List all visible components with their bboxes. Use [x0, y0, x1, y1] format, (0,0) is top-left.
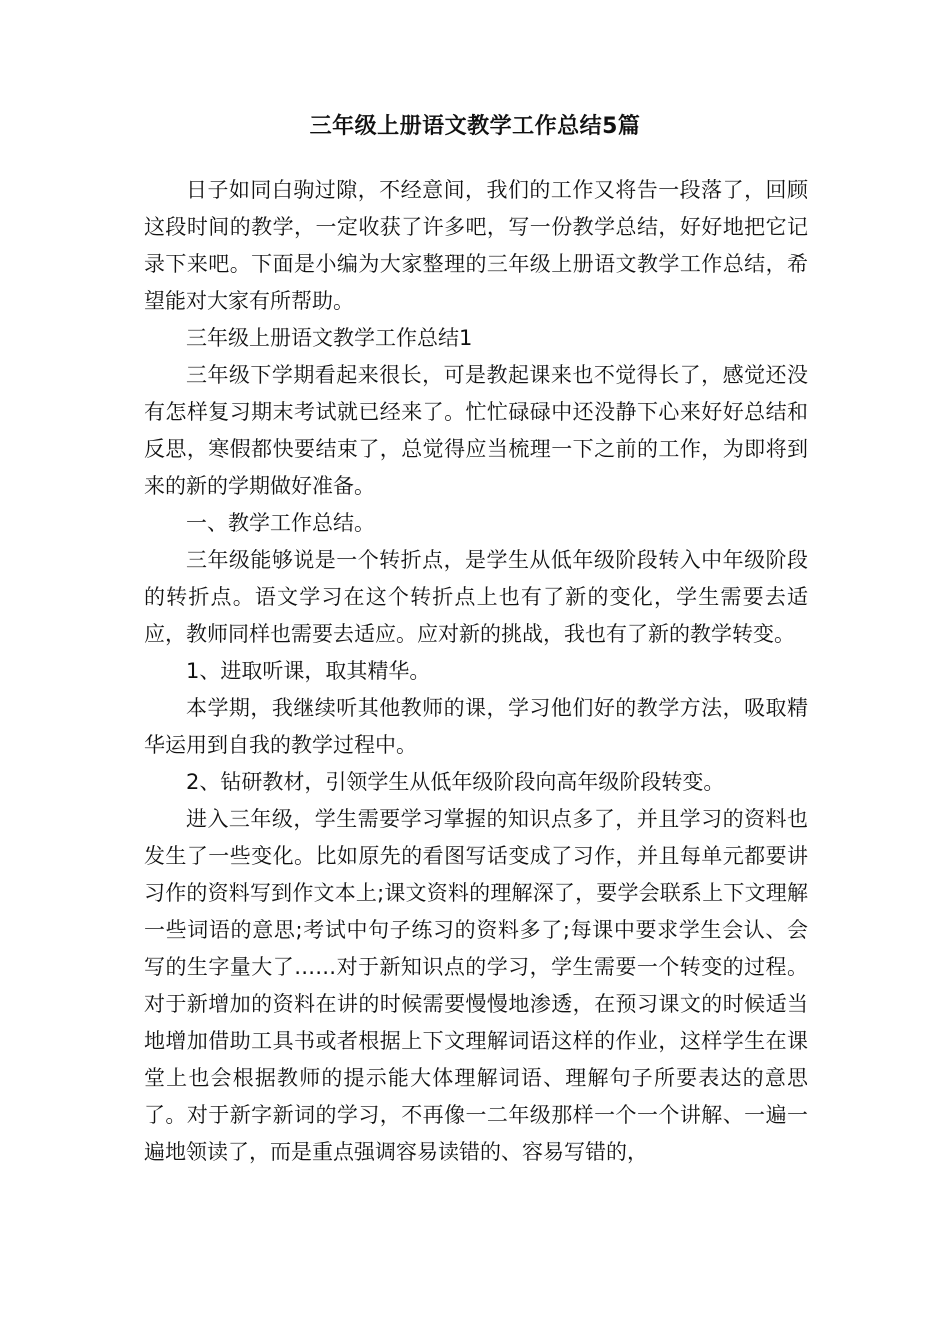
subsection-heading-teaching-summary: 一、教学工作总结。: [186, 511, 375, 535]
body-paragraph: 三年级下学期看起来很长，可是教起课来也不觉得长了，感觉还没有怎样复习期末考试就已经来了。忙忙碌碌中还没静下心来好好总结和反思，寒假都快要结束了，总觉得应当梳理一下之前的工作，为即将到来的新的学期做好准备。: [144, 363, 808, 498]
document-body: [144, 172, 808, 1171]
intro-paragraph: 日子如同白驹过隙，不经意间，我们的工作又将告一段落了，回顾这段时间的教学，一定收获了许多吧，写一份教学总结，好好地把它记录下来吧。下面是小编为大家整理的三年级上册语文教学工作总结，希望能对大家有所帮助。: [144, 178, 808, 313]
list-item-heading: 1、进取听课，取其精华。: [186, 659, 431, 683]
document-title: 三年级上册语文教学工作总结5篇: [309, 114, 641, 139]
body-paragraph: 进入三年级，学生需要学习掌握的知识点多了，并且学习的资料也发生了一些变化。比如原先的看图写话变成了习作，并且每单元都要讲习作的资料写到作文本上;课文资料的理解深了，要学会联系上下文理解一些词语的意思;考试中句子练习的资料多了;每课中要求学生会认、会写的生字量大了……对于新知识点的学习，学生需要一个转变的过程。对于新增加的资料在讲的时候需要慢慢地渗透，在预习课文的时候适当地增加借助工具书或者根据上下文理解词语这样的作业，这样学生在课堂上也会根据教师的提示能大体理解词语、理解句子所要表达的意思了。对于新字新词的学习，不再像一二年级那样一个一个讲解、一遍一遍地领读了，而是重点强调容易读错的、容易写错的，: [144, 807, 808, 1164]
body-paragraph: 三年级能够说是一个转折点，是学生从低年级阶段转入中年级阶段的转折点。语文学习在这个转折点上也有了新的变化，学生需要去适应，教师同样也需要去适应。应对新的挑战，我也有了新的教学转变。: [144, 548, 808, 646]
section-heading-summary-1: 三年级上册语文教学工作总结1: [186, 326, 473, 350]
list-item-heading: 2、钻研教材，引领学生从低年级阶段向高年级阶段转变。: [186, 770, 725, 794]
body-paragraph: 本学期，我继续听其他教师的课，学习他们好的教学方法，吸取精华运用到自我的教学过程中。: [144, 696, 808, 757]
